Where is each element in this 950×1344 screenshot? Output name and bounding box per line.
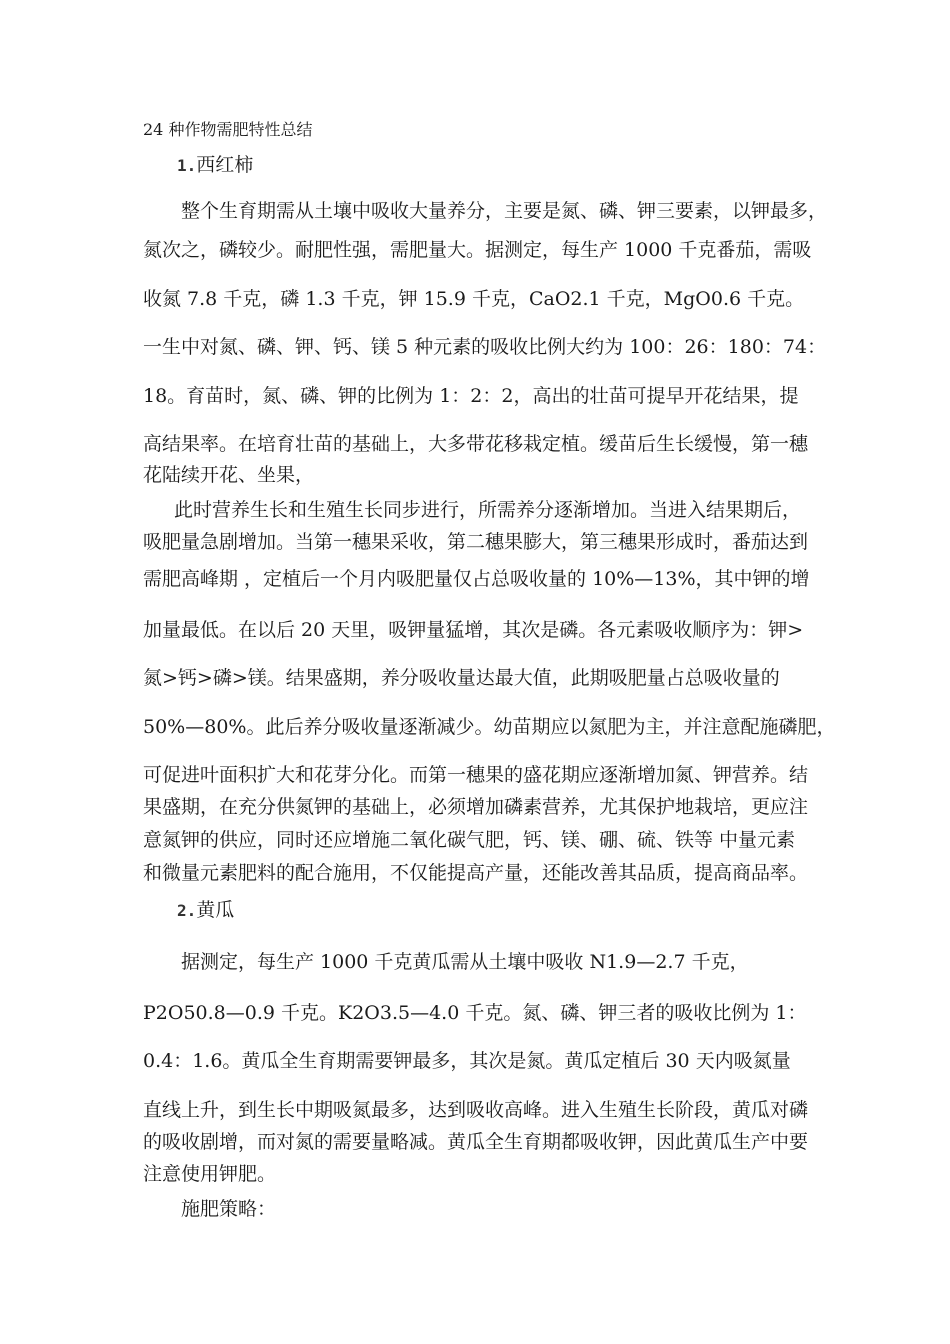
paragraph-line: 注意使用钾肥。 — [143, 1163, 277, 1185]
paragraph-line: 整个生育期需从土壤中吸收大量养分，主要是氮、磷、钾三要素，以钾最多， — [181, 200, 828, 222]
paragraph-line: 氮>钙>磷>镁。结果盛期，养分吸收量达最大值，此期吸肥量占总吸收量的 — [143, 667, 780, 689]
strategy-heading: 施肥策略： — [181, 1198, 277, 1220]
paragraph-line: 0.4：1.6。黄瓜全生育期需要钾最多，其次是氮。黄瓜定植后 30 天内吸氮量 — [143, 1050, 791, 1072]
paragraph-line: 氮次之，磷较少。耐肥性强，需肥量大。据测定，每生产 1000 千克番茄，需吸 — [143, 239, 812, 261]
section-heading-cucumber — [177, 898, 234, 923]
document-title: 24 种作物需肥特性总结 — [143, 120, 313, 139]
paragraph-line: 50%—80%。此后养分吸收量逐渐减少。幼苗期应以氮肥为主，并注意配施磷肥， — [143, 716, 836, 738]
paragraph-line: 可促进叶面积扩大和花芽分化。而第一穗果的盛花期应逐渐增加氮、钾营养。结 — [143, 764, 809, 786]
paragraph-line: 和微量元素肥料的配合施用，不仅能提高产量，还能改善其品质，提高商品率。 — [143, 862, 809, 884]
paragraph-line: 据测定，每生产 1000 千克黄瓜需从土壤中吸收 N1.9—2.7 千克， — [181, 951, 749, 973]
section-title: 西红柿 — [196, 154, 254, 176]
paragraph-line: P2O50.8—0.9 千克。K2O3.5—4.0 千克。氮、磷、钾三者的吸收比例为 1： — [143, 1002, 807, 1024]
section-number: 1. — [177, 156, 197, 175]
paragraph-line: 加量最低。在以后 20 天里，吸钾量猛增，其次是磷。各元素吸收顺序为：钾> — [143, 619, 804, 641]
paragraph-line: 果盛期，在充分供氮钾的基础上，必须增加磷素营养，尤其保护地栽培，更应注 — [143, 796, 809, 818]
paragraph-line: 吸肥量急剧增加。当第一穗果采收，第二穗果膨大，第三穗果形成时，番茄达到 — [143, 531, 809, 553]
paragraph-line: 意氮钾的供应，同时还应增施二氧化碳气肥，钙、镁、硼、硫、铁等 中量元素 — [143, 829, 796, 851]
section-number: 2. — [177, 901, 197, 920]
paragraph-line: 的吸收剧增，而对氮的需要量略减。黄瓜全生育期都吸收钾，因此黄瓜生产中要 — [143, 1131, 809, 1153]
paragraph-line: 收氮 7.8 千克，磷 1.3 千克，钾 15.9 千克，CaO2.1 千克，MgO0.6 千克。 — [143, 288, 805, 310]
paragraph-line: 此时营养生长和生殖生长同步进行，所需养分逐渐增加。当进入结果期后， — [174, 499, 802, 521]
paragraph-line: 需肥高峰期 ，定植后一个月内吸肥量仅占总吸收量的 10%—13%，其中钾的增 — [143, 568, 810, 590]
section-title: 黄瓜 — [196, 899, 235, 921]
paragraph-line: 高结果率。在培育壮苗的基础上，大多带花移栽定植。缓苗后生长缓慢，第一穗 — [143, 433, 809, 455]
paragraph-line: 18。育苗时，氮、磷、钾的比例为 1：2：2，高出的壮苗可提早开花结果，提 — [143, 385, 799, 407]
paragraph-line: 花陆续开花、坐果， — [143, 464, 315, 486]
section-heading-tomato — [177, 153, 253, 178]
paragraph-line: 直线上升，到生长中期吸氮最多，达到吸收高峰。进入生殖生长阶段，黄瓜对磷 — [143, 1099, 809, 1121]
paragraph-line: 一生中对氮、磷、钾、钙、镁 5 种元素的吸收比例大约为 100：26：180：74： — [143, 336, 827, 358]
